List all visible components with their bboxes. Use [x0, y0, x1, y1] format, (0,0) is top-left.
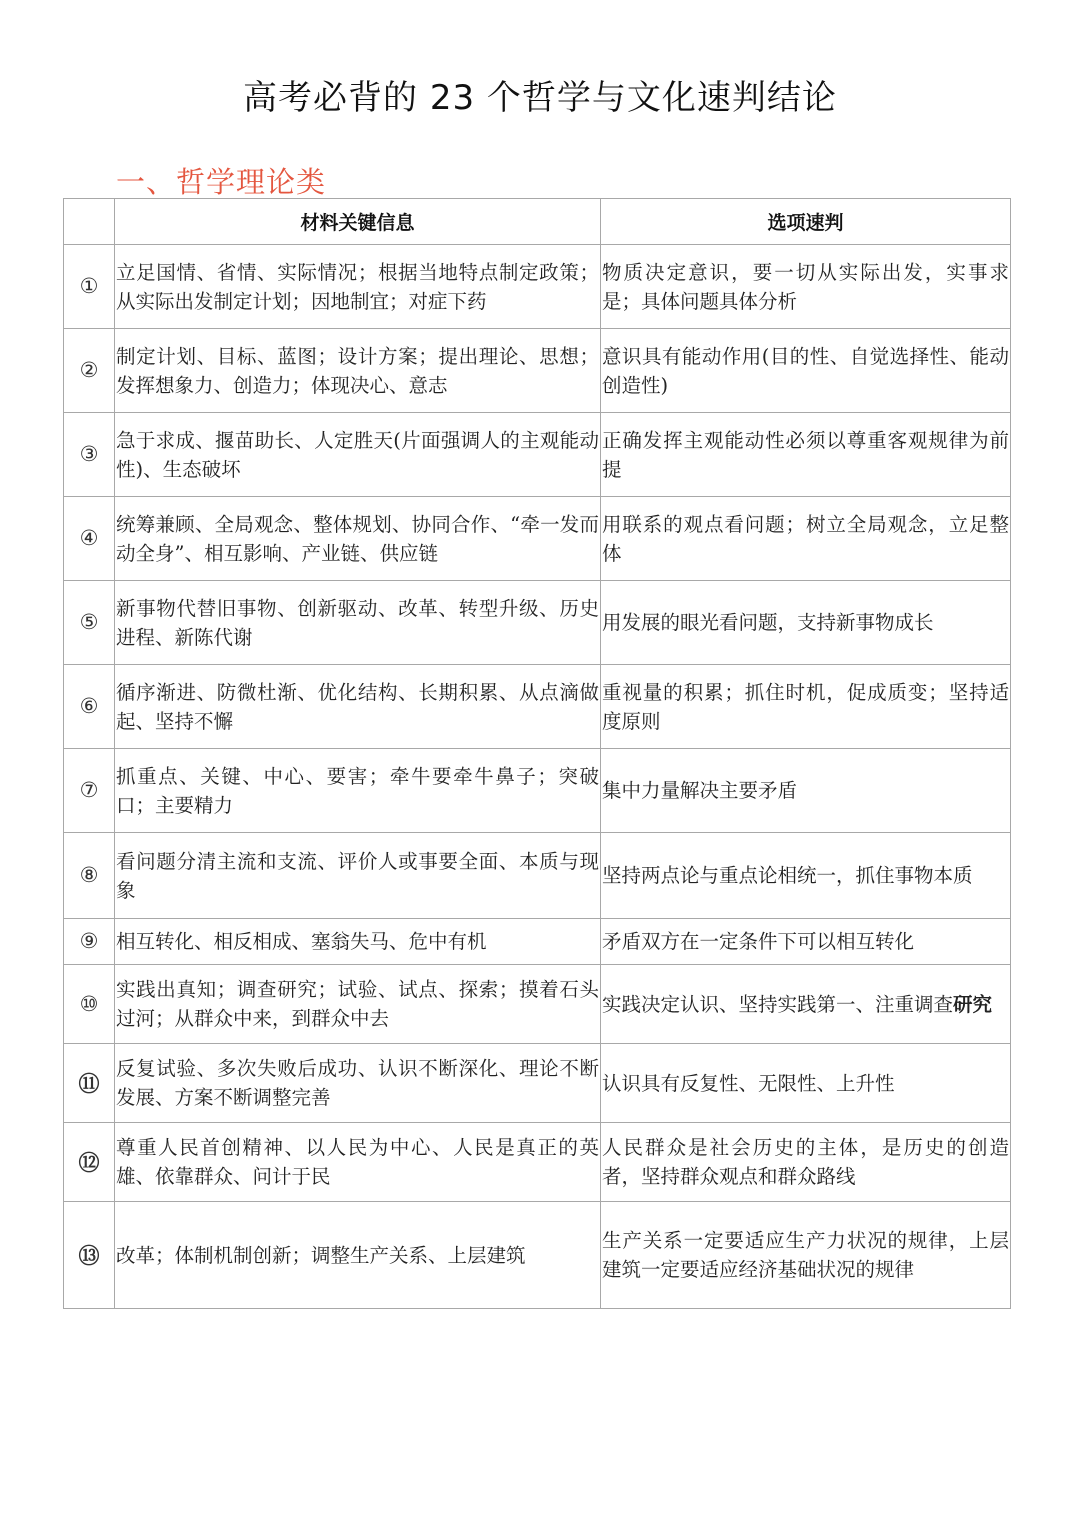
material-cell: 改革；体制机制创新；调整生产关系、上层建筑 [115, 1202, 601, 1309]
material-cell: 实践出真知；调查研究；试验、试点、探索；摸着石头过河；从群众中来，到群众中去 [115, 965, 601, 1044]
table-row [64, 965, 1011, 1044]
option-cell: 正确发挥主观能动性必须以尊重客观规律为前提 [601, 413, 1011, 497]
material-cell: 相互转化、相反相成、塞翁失马、危中有机 [115, 919, 601, 965]
option-cell: 集中力量解决主要矛盾 [601, 749, 1011, 833]
row-number: ⑩ [64, 965, 115, 1044]
row-number: ⑥ [64, 665, 115, 749]
row-number: ① [64, 245, 115, 329]
material-cell: 循序渐进、防微杜渐、优化结构、长期积累、从点滴做起、坚持不懈 [115, 665, 601, 749]
option-cell [601, 965, 1011, 1044]
material-cell: 制定计划、目标、蓝图；设计方案；提出理论、思想；发挥想象力、创造力；体现决心、意志 [115, 329, 601, 413]
table-row [64, 665, 1011, 749]
material-cell: 立足国情、省情、实际情况；根据当地特点制定政策；从实际出发制定计划；因地制宜；对症下药 [115, 245, 601, 329]
option-cell: 用发展的眼光看问题，支持新事物成长 [601, 581, 1011, 665]
option-cell: 矛盾双方在一定条件下可以相互转化 [601, 919, 1011, 965]
row-number: ④ [64, 497, 115, 581]
table-row [64, 245, 1011, 329]
table-row [64, 413, 1011, 497]
material-cell: 急于求成、揠苗助长、人定胜天(片面强调人的主观能动性)、生态破坏 [115, 413, 601, 497]
material-cell: 反复试验、多次失败后成功、认识不断深化、理论不断发展、方案不断调整完善 [115, 1044, 601, 1123]
table-row [64, 497, 1011, 581]
row-number: ⑨ [64, 919, 115, 965]
material-cell: 新事物代替旧事物、创新驱动、改革、转型升级、历史进程、新陈代谢 [115, 581, 601, 665]
section-heading: 一、哲学理论类 [116, 165, 327, 199]
table-row [64, 581, 1011, 665]
table-row [64, 1202, 1011, 1309]
option-cell: 物质决定意识，要一切从实际出发，实事求是；具体问题具体分析 [601, 245, 1011, 329]
row-number: ⑧ [64, 833, 115, 919]
option-cell: 用联系的观点看问题；树立全局观念，立足整体 [601, 497, 1011, 581]
table-row [64, 919, 1011, 965]
option-cell: 意识具有能动作用(目的性、自觉选择性、能动创造性) [601, 329, 1011, 413]
header-option: 选项速判 [601, 199, 1011, 245]
conclusion-table-container [63, 198, 1010, 1309]
header-number [64, 199, 115, 245]
table-row [64, 1044, 1011, 1123]
material-cell: 统筹兼顾、全局观念、整体规划、协同合作、“牵一发而动全身”、相互影响、产业链、供应链 [115, 497, 601, 581]
material-cell: 看问题分清主流和支流、评价人或事要全面、本质与现象 [115, 833, 601, 919]
option-cell: 重视量的积累；抓住时机，促成质变；坚持适度原则 [601, 665, 1011, 749]
table-header-row [64, 199, 1011, 245]
row-number: ⑦ [64, 749, 115, 833]
table-row [64, 833, 1011, 919]
option-bold-text: 研究 [953, 992, 993, 1016]
option-cell: 生产关系一定要适应生产力状况的规律，上层建筑一定要适应经济基础状况的规律 [601, 1202, 1011, 1309]
option-cell: 人民群众是社会历史的主体，是历史的创造者，坚持群众观点和群众路线 [601, 1123, 1011, 1202]
table-row [64, 329, 1011, 413]
option-text: 实践决定认识、坚持实践第一、注重调查 [602, 992, 954, 1016]
option-cell: 认识具有反复性、无限性、上升性 [601, 1044, 1011, 1123]
row-number: ⑬ [64, 1202, 115, 1309]
row-number: ⑫ [64, 1123, 115, 1202]
header-material: 材料关键信息 [115, 199, 601, 245]
table-row [64, 1123, 1011, 1202]
row-number: ③ [64, 413, 115, 497]
option-cell: 坚持两点论与重点论相统一，抓住事物本质 [601, 833, 1011, 919]
material-cell: 抓重点、关键、中心、要害；牵牛要牵牛鼻子；突破口；主要精力 [115, 749, 601, 833]
row-number: ⑤ [64, 581, 115, 665]
conclusion-table [63, 198, 1011, 1309]
row-number: ⑪ [64, 1044, 115, 1123]
document-title: 高考必背的 23 个哲学与文化速判结论 [243, 78, 837, 118]
row-number: ② [64, 329, 115, 413]
table-row [64, 749, 1011, 833]
material-cell: 尊重人民首创精神、以人民为中心、人民是真正的英雄、依靠群众、问计于民 [115, 1123, 601, 1202]
